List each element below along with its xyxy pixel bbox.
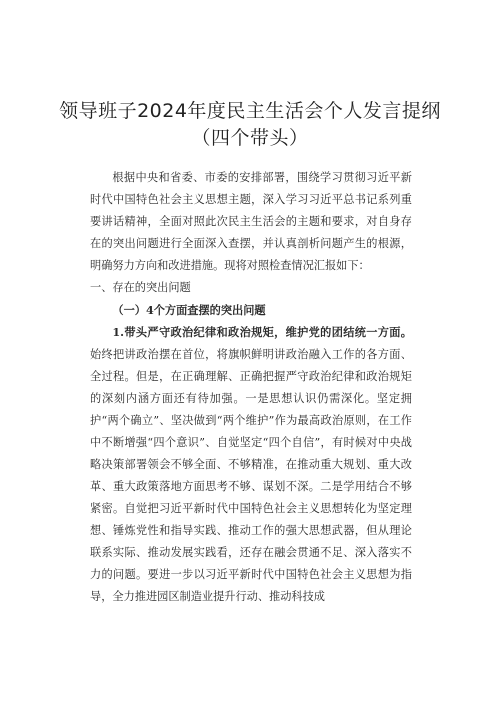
intro-paragraph: 根据中央和省委、市委的安排部署，围绕学习贯彻习近平新时代中国特色社会主义思想主题，深入学习习近平总书记系列重要讲话精神，全面对照此次民主生活会的主题和要求，对自身存在的突出问题进行全面深入查摆，并认真剖析问题产生的根源，明确努力方向和改进措施。现将对照检查情况汇报如下： [90,171,412,272]
section-heading-text: 一、存在的突出问题 [90,281,191,294]
section-heading [90,277,412,299]
document-title-line1: 领导班子2024年度民主生活会个人发言提纲 [59,100,441,122]
document-body [90,167,412,608]
point1-body: 始终把讲政治摆在首位，将旗帜鲜明讲政治融入工作的各方面、全过程。但是，在正确理解、正确把握严守政治纪律和政治规矩的深刻内涵方面还有待加强。一是思想认识仍需深化。坚定拥护“两个确立”、坚决做到“两个维护”作为最高政治原则，在工作中不断增强“四个意识”、自觉坚定“四个自信”，有时候对中央战略决策部署领会不够全面、不够精准，在推动重大规划、重大改革、重大政策落地方面思考不够、谋划不深。二是学用结合不够紧密。自觉把习近平新时代中国特色社会主义思想转化为坚定理想、锤炼党性和指导实践、推动工作的强大思想武器，但从理论联系实际、推动发展实践看，还存在融会贯通不足、深入落实不力的问题。要进一步以习近平新时代中国特色社会主义思想为指导，全力推进园区制造业提升行动、推动科技成 [90,348,412,603]
point1-paragraph [90,321,412,608]
subsection-heading: （一）4个方面查摆的突出问题 [112,303,266,317]
document-title-line2: （四个带头） [191,127,309,149]
point1-lead: 1.带头严守政治纪律和政治规矩，维护党的团结统一方面。 [112,325,412,339]
